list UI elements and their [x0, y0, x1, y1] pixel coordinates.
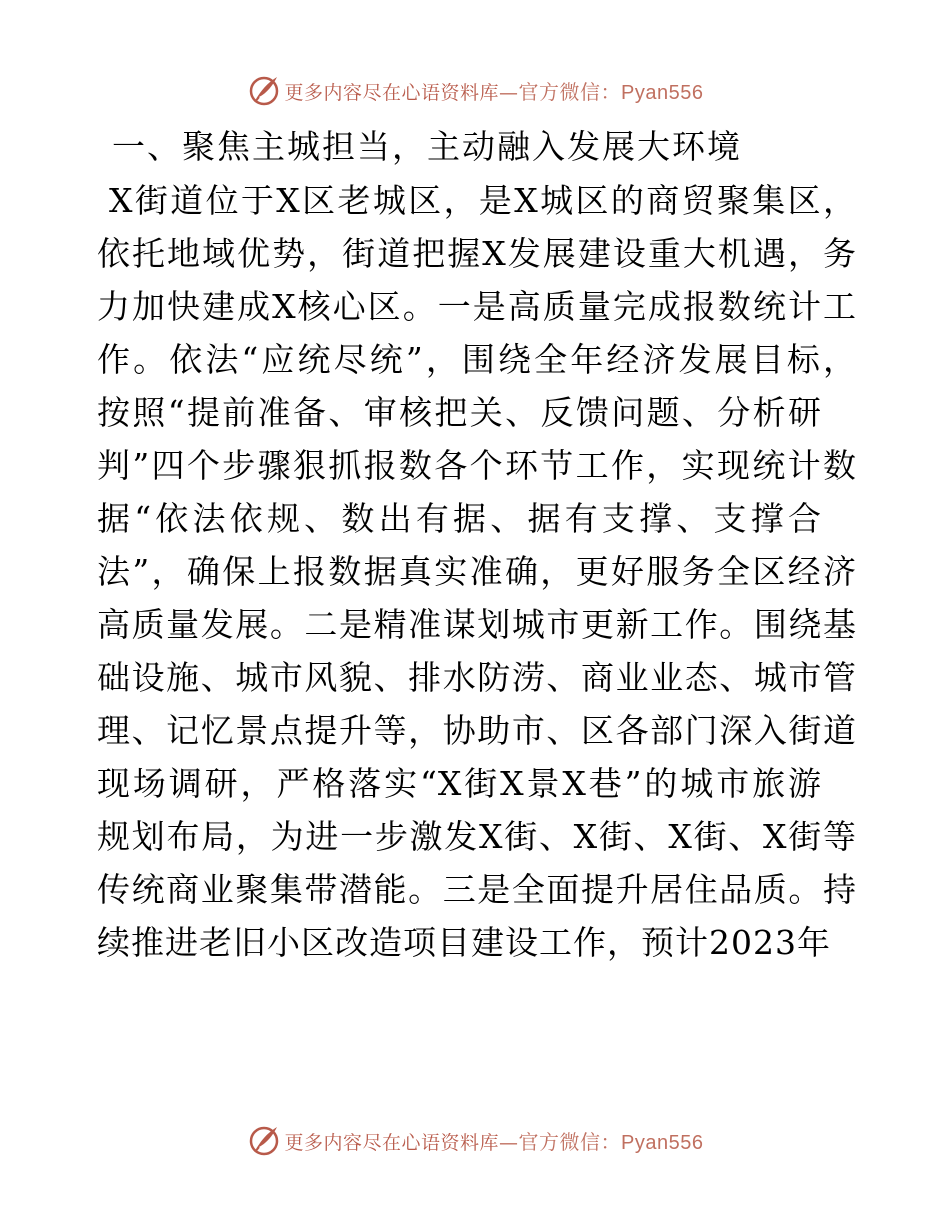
watermark-brand: 更多内容尽在心语资料库 — [284, 81, 500, 104]
body-paragraph — [97, 174, 857, 969]
feather-pen-circle-logo-icon — [247, 73, 281, 107]
paragraph-line: 续推进老旧小区改造项目建设工作，预计2023年 — [97, 923, 831, 962]
section-heading: 一、聚焦主城担当，主动融入发展大环境 — [112, 127, 742, 166]
paragraph-line: 高质量发展。二是精准谋划城市更新工作。围绕基 — [97, 605, 857, 644]
watermark-header — [0, 70, 950, 110]
paragraph-line: 按照“提前准备、审核把关、反馈问题、分析研 — [97, 393, 822, 432]
paragraph-line: 理、记忆景点提升等，协助市、区各部门深入街道 — [97, 711, 857, 750]
watermark-text — [285, 76, 704, 105]
watermark-text — [285, 1126, 704, 1155]
watermark-separator: — — [499, 81, 519, 104]
watermark-wechat: 官方微信：Pyan556 — [518, 81, 704, 104]
feather-pen-circle-logo-icon — [247, 1123, 281, 1157]
paragraph-line: 础设施、城市风貌、排水防涝、商业业态、城市管 — [97, 658, 857, 697]
paragraph-line: 传统商业聚集带潜能。三是全面提升居住品质。持 — [97, 870, 857, 909]
paragraph-line: 据“依法依规、数出有据、据有支撑、支撑合 — [97, 499, 822, 538]
paragraph-line: 判”四个步骤狠抓报数各个环节工作，实现统计数 — [97, 446, 857, 485]
paragraph-line: 规划布局，为进一步激发X街、X街、X街、X街等 — [97, 817, 857, 856]
watermark-separator: — — [499, 1131, 519, 1154]
watermark-wechat: 官方微信：Pyan556 — [518, 1131, 704, 1154]
paragraph-line: 依托地域优势，街道把握X发展建设重大机遇，务 — [97, 234, 857, 273]
paragraph-line: 现场调研，严格落实“X街X景X巷”的城市旅游 — [97, 764, 822, 803]
watermark-brand: 更多内容尽在心语资料库 — [284, 1131, 500, 1154]
watermark-footer — [0, 1120, 950, 1160]
paragraph-line: 力加快建成X核心区。一是高质量完成报数统计工 — [97, 287, 857, 326]
paragraph-line: 法”，确保上报数据真实准确，更好服务全区经济 — [97, 552, 857, 591]
paragraph-line: 作。依法“应统尽统”，围绕全年经济发展目标， — [97, 340, 857, 379]
paragraph-line: X街道位于X区老城区，是X城区的商贸聚集区， — [109, 181, 857, 220]
